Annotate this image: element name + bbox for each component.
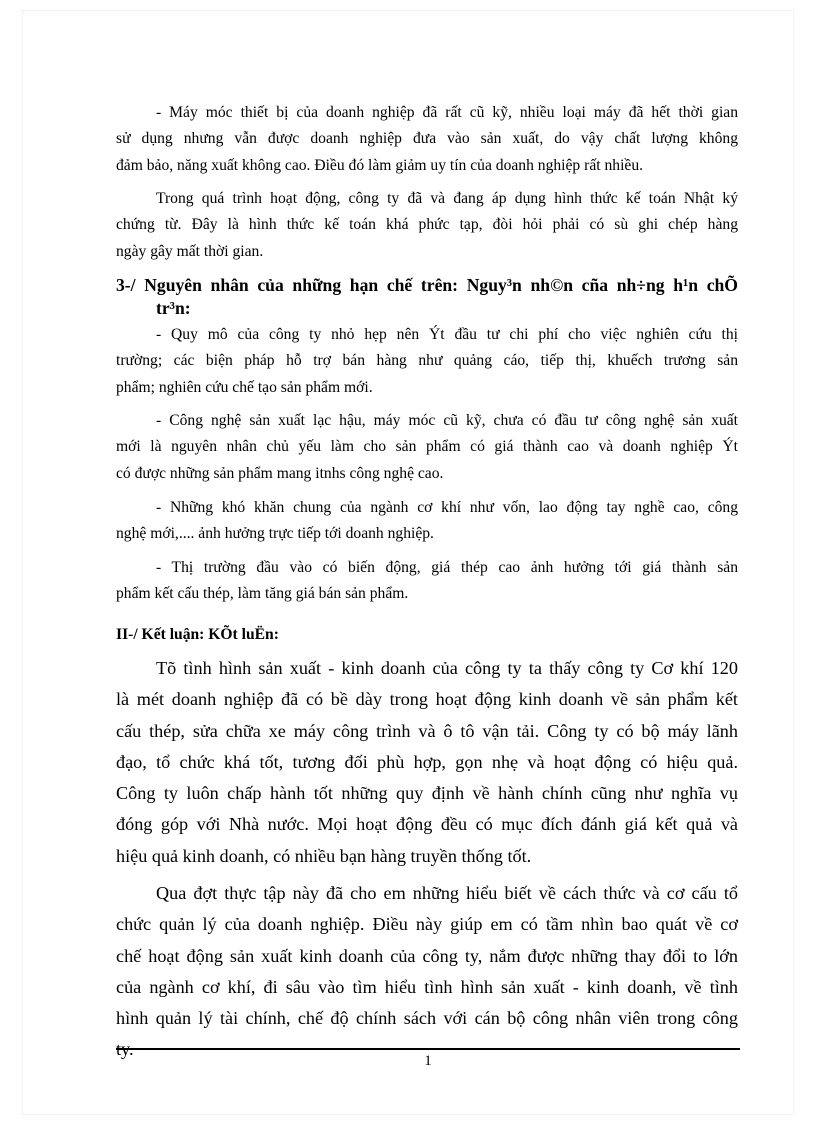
text-line: cấu thép, sửa chữa xe máy công trình và ô tô vận tải. Công ty có bộ máy lãnh [116,720,738,741]
paragraph [116,100,738,179]
text-line: là mét doanh nghiệp đã có bề dày trong hoạt động kinh doanh về sản phẩm kết [116,689,738,710]
text-line: chức quản lý của doanh nghiệp. Điều này giúp em có tầm nhìn bao quát về cơ [116,914,738,935]
text-line: có được những sản phẩm mang itnhs công nghệ cao. [116,464,444,482]
text-line: của ngành cơ khí, đi sâu vào tìm hiểu tình hình sản xuất - kinh doanh, về tình [116,976,738,997]
text-line: Tõ tình hình sản xuất - kinh doanh của công ty ta thấy công ty Cơ khí 120 [156,658,738,678]
paragraph [116,495,738,548]
text-line: chế hoạt động sản xuất kinh doanh của công ty, nắm được những thay đổi to lớn [116,945,738,966]
paragraph [116,408,738,487]
text-line: đảm bảo, năng xuất không cao. Điều đó làm giảm uy tín của doanh nghiệp rất nhiều. [116,156,644,174]
section-heading [116,625,738,645]
page-number: 1 [424,1053,432,1069]
text-line: 3-/ Nguyên nhân của những hạn chế trên: Nguy³n nh©n cña nh÷ng h¹n chÕ [116,275,738,295]
text-line: - Công nghệ sản xuất lạc hậu, máy móc cũ kỹ, chưa có đầu tư công nghệ sản xuất [156,412,738,429]
text-line: - Thị trường đầu vào có biến động, giá thép cao ảnh hưởng tới giá thành sản [156,559,738,576]
text-line: II-/ Kết luận: KÕt luËn: [116,626,279,643]
text-line: sử dụng nhưng vẫn được doanh nghiệp đưa vào sản xuất, do vậy chất lượng không [116,130,738,148]
text-line: đóng góp với Nhà nước. Mọi hoạt động đều có mục đích đánh giá kết quả và [116,814,738,835]
text-line: trường; các biện pháp hỗ trợ bán hàng như quảng cáo, tiếp thị, khuếch trương sản [116,352,738,370]
text-line: đạo, tổ chức khá tốt, tương đối phù hợp, gọn nhẹ và hoạt động có hiệu quả. [116,751,738,772]
paragraph [116,878,738,1066]
text-line: Trong quá trình hoạt động, công ty đã và đang áp dụng hình thức kế toán Nhật ký [156,190,738,207]
text-line: phẩm; nghiên cứu chế tạo sản phẩm mới. [116,378,373,396]
text-line: tr³n: [156,298,191,318]
paragraph [116,555,738,608]
paragraph [116,653,738,872]
text-line: Qua đợt thực tập này đã cho em những hiểu biết về cách thức và cơ cấu tổ [156,883,738,903]
text-line: - Máy móc thiết bị của doanh nghiệp đã rất cũ kỹ, nhiều loại máy đã hết thời gian [156,104,738,121]
paragraph [116,186,738,265]
text-line: - Những khó khăn chung của ngành cơ khí như vốn, lao động tay nghề cao, công [156,499,738,516]
text-line: - Quy mô của công ty nhỏ hẹp nên Ýt đầu tư chi phí cho việc nghiên cứu thị [156,326,738,343]
footer-rule [116,1048,740,1050]
text-line: mới là nguyên nhân chủ yếu làm cho sản phẩm có giá thành cao và doanh nghiệp Ýt [116,438,738,456]
text-line: nghệ mới,.... ảnh hưởng trực tiếp tới doanh nghiệp. [116,525,434,543]
text-line: chứng từ. Đây là hình thức kế toán khá phức tạp, đòi hỏi phải có sù ghi chép hàng [116,216,738,234]
text-line: phẩm kết cấu thép, làm tăng giá bán sản phẩm. [116,585,409,603]
text-line: ty. [116,1039,134,1060]
text-line: Công ty luôn chấp hành tốt những quy định về hành chính cũng như nghĩa vụ [116,783,738,804]
paragraph [116,322,738,401]
text-line: hiệu quả kinh doanh, có nhiều bạn hàng truyền thống tốt. [116,845,532,866]
section-heading [116,274,738,320]
text-line: ngày gây mất thời gian. [116,242,264,260]
text-line: hình quản lý tài chính, chế độ chính sách với cán bộ công nhân viên trong công [116,1008,738,1029]
